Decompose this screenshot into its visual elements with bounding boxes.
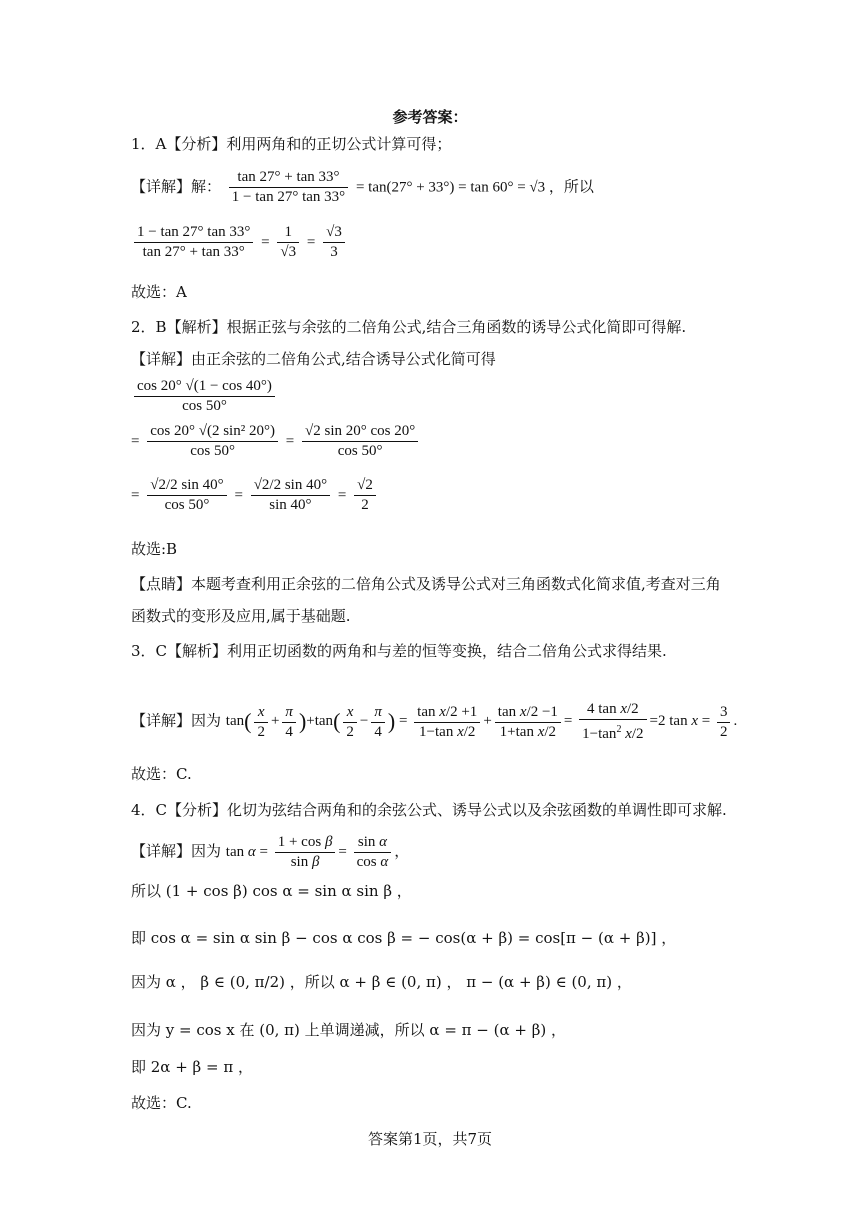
- q4-detail-line: [131, 833, 409, 872]
- q2-step1-numerator: cos 20° √(1 − cos 40°): [134, 377, 275, 397]
- q4-line-6: 即 2α + β = π ，: [131, 1058, 253, 1076]
- q1-head: 1．A【分析】利用两角和的正切公式计算可得；: [131, 135, 452, 153]
- q1-f3-denominator: √3: [280, 244, 297, 260]
- q2-step3-fraction-a: [147, 476, 226, 515]
- q2-comment-2: 函数式的变形及应用,属于基础题.: [131, 607, 351, 625]
- q2-detail: 【详解】由正余弦的二倍角公式,结合诱导公式化简可得: [131, 350, 496, 368]
- q3-detail-label: 【详解】因为: [131, 711, 222, 730]
- q3-formula: tan( $\frac{x}{2}$ + $\frac{\pi}{4}$ )+tan( $\frac{x}{2}$ − $\frac{\pi}{4}$ ) = $\frac{\text{tan x/2 +1}}{\text{1−tan x/2}}$ + $\frac{\text{tan x/2 −1}}{\text{1+tan x/2}}$ = $\frac{\text{4 tan x/2}}{1-\tan^2 x/2}$ =2 tan x = $\frac{3}{2}$ .: [225, 701, 738, 742]
- q1-answer: 故选：A: [131, 283, 187, 301]
- q2-step3-numerator-a: √2/2 sin 40°: [147, 476, 226, 496]
- q2-step3-denominator-c: 2: [361, 497, 369, 513]
- q4-line-2: 所以 (1 + cos β) cos α = sin α sin β ，: [131, 882, 412, 900]
- q1-detail-label: 【详解】解：: [131, 177, 222, 196]
- q1-f2-denominator: tan 27° + tan 33°: [142, 244, 245, 260]
- q4-line-3: 即 cos α = sin α sin β − cos α cos β = − cos(α + β) = cos[π − (α + β)] ，: [131, 929, 677, 947]
- q2-step3-numerator-c: √2: [354, 476, 376, 496]
- q4-detail-label: 【详解】因为: [131, 841, 222, 860]
- q2-comment-1: 【点睛】本题考查利用正余弦的二倍角公式及诱导公式对三角函数式化简求值,考查对三角: [131, 575, 721, 593]
- q4-line-4: 因为 α ， β ∈ (0, π/2) ，所以 α + β ∈ (0, π) ， π − (α + β) ∈ (0, π) ，: [131, 973, 632, 991]
- q1-result-line: $\frac{1 - \tan 27^\circ \tan 33^\circ}{\tan 27^\circ + \tan 33^\circ}$ = $\frac{1}{√3}$ = $\frac{√3}{3}$: [131, 223, 348, 262]
- q1-fraction-1: [229, 168, 348, 207]
- q2-step3-fraction-c: [354, 476, 376, 515]
- q2-step1-fraction: [134, 377, 275, 416]
- q4-head: 4．C【分析】化切为弦结合两角和的余弦公式、诱导公式以及余弦函数的单调性即可求解.: [131, 801, 727, 819]
- q1-fraction-4: [323, 223, 345, 262]
- q1-f2-numerator: 1 − tan 27° tan 33°: [134, 223, 253, 243]
- q1-f4-numerator: √3: [323, 223, 345, 243]
- q2-step2-denominator-a: cos 50°: [190, 443, 235, 459]
- q2-step-2: = $\frac{\text{cos 20° √(2 sin² 20°)}}{\cos 50^\circ}$ = $\frac{√2 \sin 20^\circ \cos 20^\circ}{\cos 50^\circ}$: [131, 422, 421, 461]
- q3-detail-line: [131, 700, 737, 744]
- q2-step-3: = $\frac{√2/2 \sin 40^\circ}{\cos 50^\circ}$ = $\frac{√2/2 \sin 40^\circ}{\sin 40^\circ}$ = $\frac{√2}{2}$: [131, 476, 379, 515]
- q2-step2-numerator-b: √2 sin 20° cos 20°: [302, 422, 418, 442]
- q2-step-1: [131, 377, 278, 416]
- q1-fraction-2: [134, 223, 253, 262]
- q2-answer: 故选:B: [131, 540, 178, 558]
- q3-head: 3．C【解析】利用正切函数的两角和与差的恒等变换，结合二倍角公式求得结果.: [131, 642, 667, 660]
- q1-f4-denominator: 3: [330, 244, 338, 260]
- q1-f3-numerator: 1: [277, 223, 299, 243]
- q1-fraction-3: [277, 223, 299, 262]
- q4-line-5: 因为 y = cos x 在 (0, π) 上单调递减，所以 α = π − (α + β) ，: [131, 1021, 566, 1039]
- page-footer: 答案第1页，共7页: [367, 1130, 493, 1148]
- q1-detail-line: [131, 168, 594, 207]
- q2-step2-denominator-b: cos 50°: [337, 443, 383, 459]
- q2-step3-fraction-b: [251, 476, 330, 515]
- q1-eq1: = tan(27° + 33°) = tan 60° = √3 ，所以: [355, 179, 594, 196]
- q2-head: 2．B【解析】根据正弦与余弦的二倍角公式,结合三角函数的诱导公式化简即可得解.: [131, 318, 687, 336]
- q1-f1-numerator: tan 27° + tan 33°: [229, 168, 348, 188]
- q2-step3-numerator-b: √2/2 sin 40°: [251, 476, 330, 496]
- q2-step1-denominator: cos 50°: [182, 398, 227, 414]
- q2-step2-fraction-a: [147, 422, 278, 461]
- q4-answer: 故选：C.: [131, 1094, 192, 1112]
- q2-step2-numerator-a: cos 20° √(2 sin² 20°): [147, 422, 278, 442]
- q2-step3-denominator-a: cos 50°: [164, 497, 210, 513]
- q2-step2-fraction-b: [302, 422, 418, 461]
- q2-step3-denominator-b: sin 40°: [269, 497, 312, 513]
- q3-answer: 故选：C.: [131, 765, 192, 783]
- q4-formula: tan α = $\frac{\text{1 + cos β}}{\text{sin β}}$ = $\frac{\text{sin α}}{\text{cos α}}$ ，: [225, 834, 410, 870]
- q1-f1-denominator: 1 − tan 27° tan 33°: [231, 189, 346, 205]
- page-title: 参考答案：: [392, 108, 468, 126]
